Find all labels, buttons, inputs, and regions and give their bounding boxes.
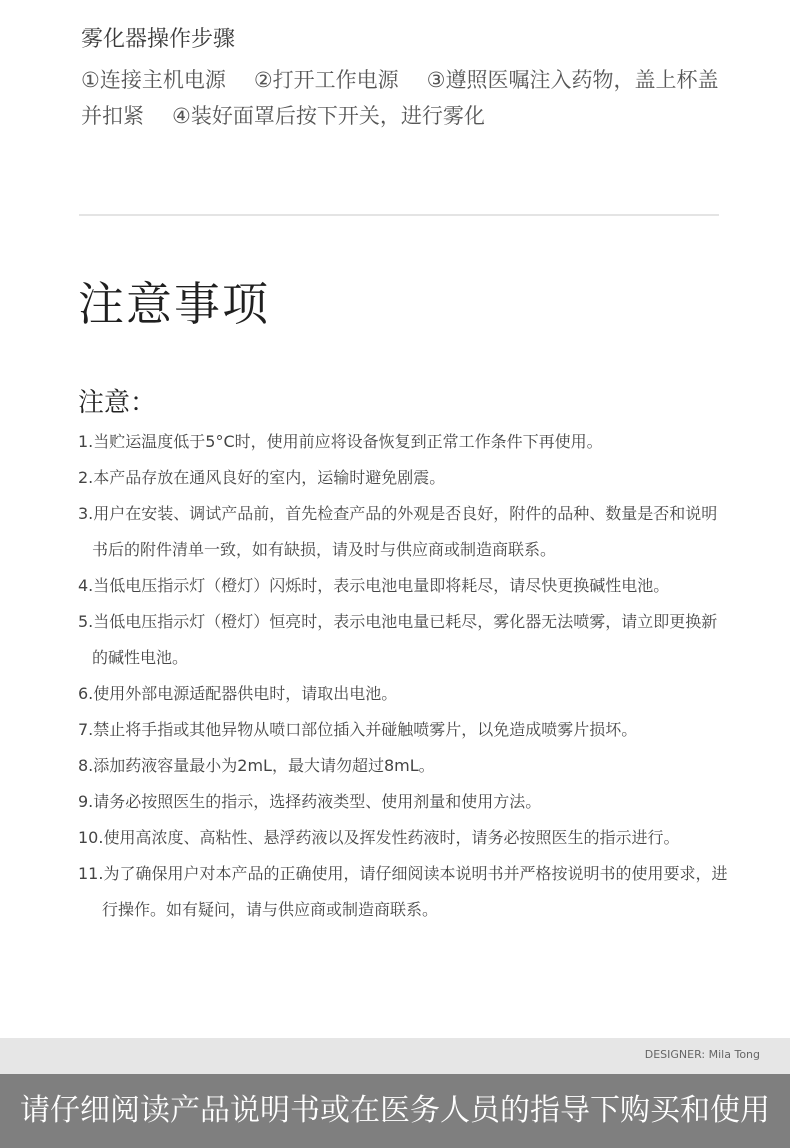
steps-list: [81, 62, 731, 134]
notice-item: 6.使用外部电源适配器供电时，请取出电池。: [78, 684, 398, 703]
notice-item: 9.请务必按照医生的指示，选择药液类型、使用剂量和使用方法。: [78, 792, 542, 811]
notice-item: 5.当低电压指示灯（橙灯）恒亮时，表示电池电量已耗尽，雾化器无法喷雾，请立即更换新的碱性电池。: [78, 612, 718, 667]
notice-item: 1.当贮运温度低于5°C时，使用前应将设备恢复到正常工作条件下再使用。: [78, 432, 603, 451]
notice-item: 2.本产品存放在通风良好的室内，运输时避免剧震。: [78, 468, 446, 487]
notice-item: 8.添加药液容量最小为2mL，最大请勿超过8mL。: [78, 756, 435, 775]
designer-credit: DESIGNER: Mila Tong: [644, 1048, 760, 1061]
designer-band: [0, 1038, 790, 1074]
notice-item: 7.禁止将手指或其他异物从喷口部位插入并碰触喷雾片，以免造成喷雾片损坏。: [78, 720, 638, 739]
notice-item: 4.当低电压指示灯（橙灯）闪烁时，表示电池电量即将耗尽，请尽快更换碱性电池。: [78, 576, 670, 595]
step-item: ②打开工作电源: [253, 68, 399, 92]
notices-heading: 注意：: [78, 388, 157, 418]
section-divider: [79, 214, 719, 216]
notices-list: [78, 424, 728, 928]
notice-item: 10.使用高浓度、高粘性、悬浮药液以及挥发性药液时，请务必按照医生的指示进行。: [78, 828, 680, 847]
step-item: ①连接主机电源: [81, 68, 226, 92]
notices-title: 注意事项: [78, 277, 270, 331]
step-item: ③遵照医嘱注入药物，盖上杯盖并扣紧: [81, 68, 719, 128]
bottom-banner: 请仔细阅读产品说明书或在医务人员的指导下购买和使用: [0, 1074, 790, 1148]
notice-item: 3.用户在安装、调试产品前，首先检查产品的外观是否良好，附件的品种、数量是否和说明书后的附件清单一致，如有缺损，请及时与供应商或制造商联系。: [78, 504, 718, 559]
notice-item: 11.为了确保用户对本产品的正确使用，请仔细阅读本说明书并严格按说明书的使用要求，进行操作。如有疑问，请与供应商或制造商联系。: [78, 864, 728, 919]
step-item: ④装好面罩后按下开关，进行雾化: [172, 104, 485, 128]
steps-title: 雾化器操作步骤: [81, 27, 236, 52]
